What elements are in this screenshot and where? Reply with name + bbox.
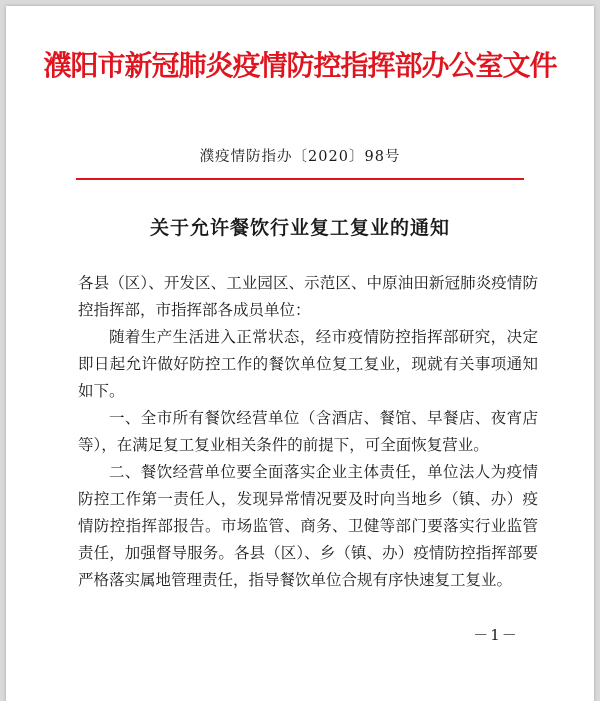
notice-title: 关于允许餐饮行业复工复业的通知 — [149, 217, 450, 239]
notice-paragraph-item-1: 一、全市所有餐饮经营单位（含酒店、餐馆、早餐店、夜宵店等），在满足复工复业相关条件的前提下，可全面恢复营业。 — [78, 409, 538, 454]
document-page — [6, 6, 594, 701]
notice-body — [78, 270, 538, 594]
notice-paragraph-intro: 随着生产生活进入正常状态，经市疫情防控指挥部研究，决定即日起允许做好防控工作的餐饮单位复工复业，现就有关事项通知如下。 — [78, 328, 538, 400]
page-number: －1－ — [473, 626, 519, 644]
document-number: 濮疫情防指办〔2020〕98号 — [199, 149, 401, 165]
document-header-title: 濮阳市新冠肺炎疫情防控指挥部办公室文件 — [43, 49, 557, 82]
header-divider — [76, 178, 524, 180]
notice-paragraph-item-2: 二、餐饮经营单位要全面落实企业主体责任，单位法人为疫情防控工作第一责任人，发现异常情况要及时向当地乡（镇、办）疫情防控指挥部报告。市场监管、商务、卫健等部门要落实行业监管责任，加强督导服务。各县（区）、乡（镇、办）疫情防控指挥部要严格落实属地管理责任，指导餐饮单位合规有序快速复工复业。 — [78, 463, 538, 589]
notice-recipients: 各县（区）、开发区、工业园区、示范区、中原油田新冠肺炎疫情防控指挥部，市指挥部各成员单位： — [78, 274, 538, 319]
